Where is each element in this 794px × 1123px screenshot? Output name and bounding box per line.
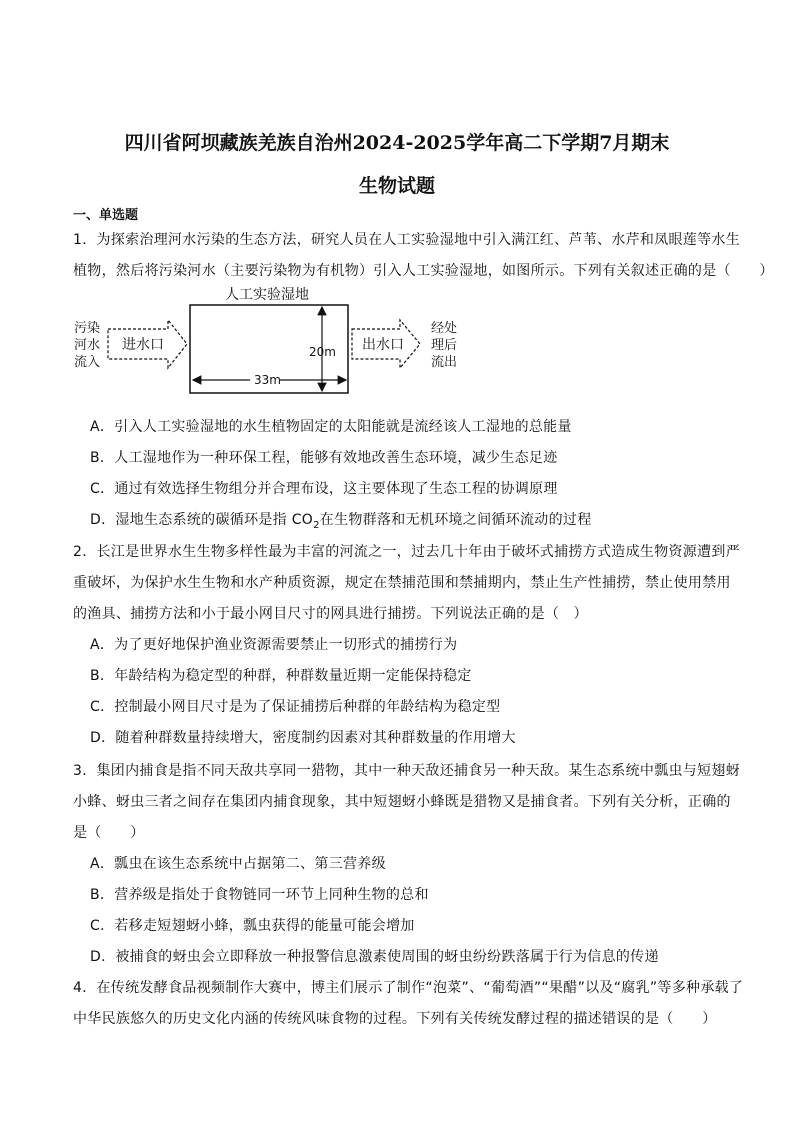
q3-stem-line1: 3．集团内捕食是指不同天敌共享同一猎物，其中一种天敌还捕食另一种天敌。某生态系统中瓢虫与短翅蚜 — [73, 763, 741, 779]
q3-option-d: D．被捕食的蚜虫会立即释放一种报警信息激素使周围的蚜虫纷纷跌落属于行为信息的传递 — [90, 949, 659, 965]
q3-stem-line3: 是（ ） — [73, 825, 145, 841]
q2-option-c: C．控制最小网目尺寸是为了保证捕捞后种群的年龄结构为稳定型 — [90, 699, 501, 715]
q2-option-b: B．年龄结构为稳定型的种群，种群数量近期一定能保持稳定 — [90, 668, 472, 684]
q1-option-b: B．人工湿地作为一种环保工程，能够有效地改善生态环境，减少生态足迹 — [90, 450, 558, 466]
inlet-label: 进水口 — [122, 337, 164, 353]
q3-option-b: B．营养级是指处于食物链同一环节上同种生物的总和 — [90, 887, 429, 903]
q1-option-d-pre: D．湿地生态系统的碳循环是指 CO — [90, 512, 314, 528]
q1-option-d-sub: 2 — [313, 519, 320, 531]
q2-option-d: D．随着种群数量持续增大，密度制约因素对其种群数量的作用增大 — [90, 730, 516, 746]
left-label-line2: 河水 — [74, 338, 101, 353]
section-heading: 一、单选题 — [73, 208, 139, 223]
q4-stem-line2: 中华民族悠久的历史文化内涵的传统风味食物的过程。下列有关传统发酵过程的描述错误的是（ ） — [73, 1011, 717, 1027]
right-label-line3: 流出 — [431, 355, 458, 370]
q1-option-d-post: 在生物群落和无机环境之间循环流动的过程 — [319, 512, 592, 528]
right-label — [431, 320, 457, 370]
q3-option-c: C．若移走短翅蚜小蜂，瓢虫获得的能量可能会增加 — [90, 918, 415, 934]
right-label-line2: 理后 — [431, 338, 458, 353]
q2-stem-line2: 重破坏，为保护水生生物和水产种质资源，规定在禁捕范围和禁捕期内，禁止生产性捕捞，禁止使用禁用 — [73, 575, 731, 591]
q4-stem-line1: 4．在传统发酵食品视频制作大赛中，博主们展示了制作“泡菜”、“葡萄酒”“果醋”以及“腐乳”等多种承载了 — [73, 980, 744, 996]
q3-option-a: A．瓢虫在该生态系统中占据第二、第三营养级 — [90, 856, 386, 872]
q1-option-d — [90, 509, 592, 531]
q1-stem-line2: 植物，然后将污染河水（主要污染物为有机物）引入人工实验湿地，如图所示。下列有关叙述正确的是（ ） — [73, 263, 774, 279]
page-subtitle: 生物试题 — [358, 175, 435, 197]
q2-option-a: A．为了更好地保护渔业资源需要禁止一切形式的捕捞行为 — [90, 637, 458, 653]
left-label-line1: 污染 — [74, 321, 101, 336]
q1-stem-line1: 1．为探索治理河水污染的生态方法，研究人员在人工实验湿地中引入满江红、芦苇、水芹和凤眼莲等水生 — [73, 232, 741, 248]
left-label — [74, 320, 100, 370]
page-title: 四川省阿坝藏族羌族自治州2024-2025学年高二下学期7月期末 — [124, 132, 670, 154]
wetland-diagram — [70, 284, 470, 396]
width-label: 33m — [254, 373, 281, 387]
right-label-line1: 经处 — [431, 321, 458, 336]
left-label-line3: 流入 — [74, 355, 101, 370]
q1-option-c: C．通过有效选择生物组分并合理布设，这主要体现了生态工程的协调原理 — [90, 481, 558, 497]
q1-option-a: A．引入人工实验湿地的水生植物固定的太阳能就是流经该人工湿地的总能量 — [90, 419, 572, 435]
diagram-title: 人工实验湿地 — [225, 287, 309, 303]
outlet-label: 出水口 — [362, 337, 404, 353]
q2-stem-line1: 2．长江是世界水生生物多样性最为丰富的河流之一，过去几十年由于破坏式捕捞方式造成生物资源遭到严 — [73, 544, 741, 560]
q3-stem-line2: 小蜂、蚜虫三者之间存在集团内捕食现象，其中短翅蚜小蜂既是猎物又是捕食者。下列有关分析，正确的 — [73, 794, 731, 810]
height-label: 20m — [309, 345, 336, 359]
q2-stem-line3: 的渔具、捕捞方法和小于最小网目尺寸的网具进行捕捞。下列说法正确的是（ ） — [73, 606, 588, 622]
